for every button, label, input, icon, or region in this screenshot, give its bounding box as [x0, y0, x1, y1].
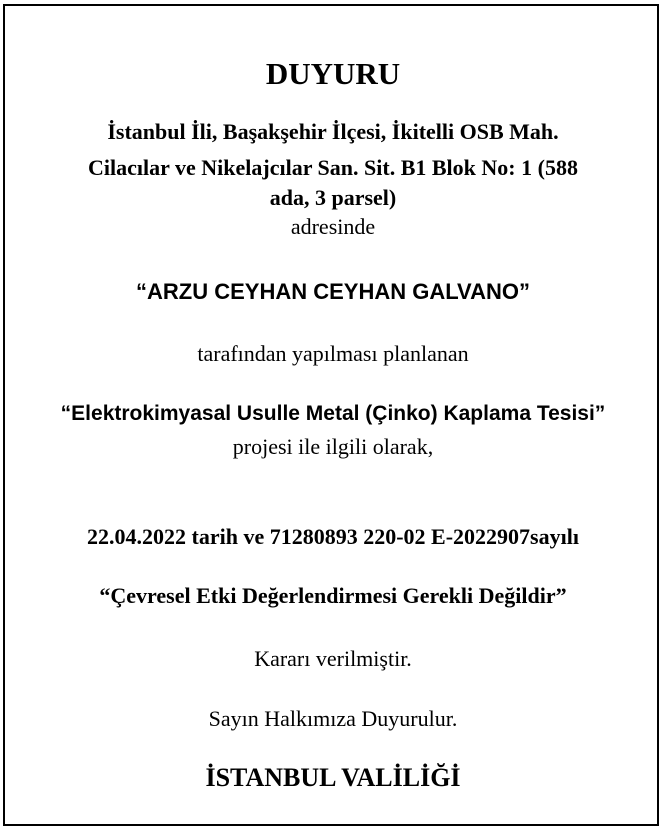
closing-text: Sayın Halkımıza Duyurulur.: [208, 706, 458, 731]
project-name: “Elektrokimyasal Usulle Metal (Çinko) Kaplama Tesisi”: [60, 402, 606, 425]
signature: İSTANBUL VALİLİĞİ: [205, 763, 461, 792]
address-line-1: İstanbul İli, Başakşehir İlçesi, İkitelli OSB Mah.: [107, 119, 559, 144]
address-suffix: adresinde: [290, 214, 376, 239]
company-name: “ARZU CEYHAN CEYHAN GALVANO”: [136, 279, 530, 304]
project-text: projesi ile ilgili olarak,: [232, 434, 434, 459]
announcement-title: DUYURU: [265, 56, 401, 91]
decision-reference: 22.04.2022 tarih ve 71280893 220-02 E-2022907sayılı: [87, 524, 579, 549]
address-line-3: ada, 3 parsel): [269, 185, 397, 210]
decision-statement: “Çevresel Etki Değerlendirmesi Gerekli Değildir”: [99, 583, 567, 608]
decision-suffix: Kararı verilmiştir.: [254, 646, 412, 671]
planned-text: tarafından yapılması planlanan: [197, 341, 469, 366]
address-line-2: Cilacılar ve Nikelajcılar San. Sit. B1 Blok No: 1 (588: [88, 155, 578, 180]
